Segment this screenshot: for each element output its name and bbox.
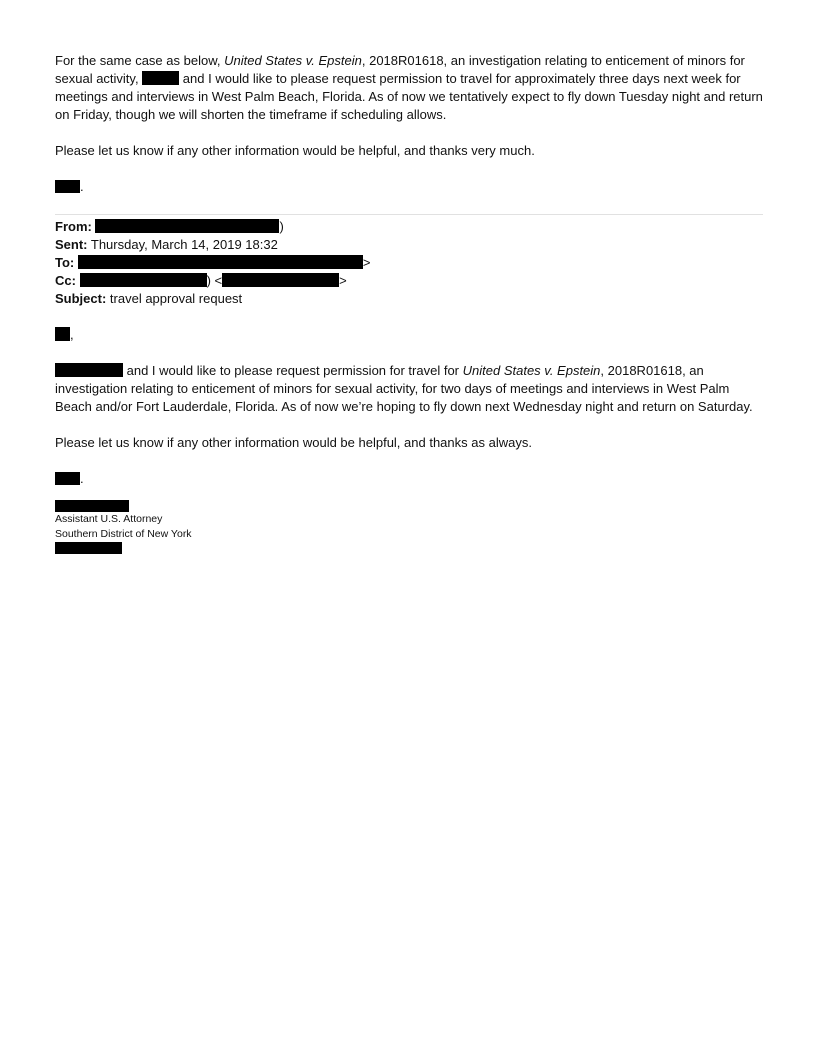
from-label: From: — [55, 219, 92, 234]
redaction-block — [55, 472, 80, 485]
redaction-block — [80, 273, 207, 287]
text-run: , 2018R01618, an investigation relating to enticement of minors for sexual activity, — [55, 53, 745, 86]
redaction-block — [55, 180, 80, 193]
sent-line — [55, 236, 763, 254]
top-email-signoff: . — [55, 178, 763, 196]
to-label: To: — [55, 255, 75, 270]
to-line: To: > — [55, 255, 371, 270]
original-email-paragraph-1 — [55, 362, 763, 416]
cc-label: Cc: — [55, 273, 76, 288]
sent-label: Sent: — [55, 237, 88, 252]
text-run: , 2018R01618, an investigation relating to enticement of minors for sexual activity, for two days of meetings and interviews in West Palm Beach and/or Fort Lauderdale, Florida. As of now we’re hoping to fly down next Wednesday night and return on Saturday. — [55, 363, 753, 414]
signature-block — [55, 500, 763, 554]
case-name: United States v. Epstein — [224, 53, 362, 68]
cc-line: Cc: ) < > — [55, 273, 347, 288]
subject-value: travel approval request — [109, 291, 243, 306]
text-run: For the same case as below, — [55, 53, 225, 68]
subject-label: Subject: — [55, 291, 107, 306]
case-name: United States v. Epstein — [462, 363, 601, 378]
redaction-block — [55, 363, 123, 377]
redaction-block — [95, 219, 279, 233]
redaction-block — [55, 327, 70, 341]
text-run: and I would like to please request permission to travel for approximately three days next week for meetings and interviews in West Palm Beach, Florida. As of now we tentatively expect to fly down Tuesday night and return on Friday, though we will shorten the timeframe if scheduling allows. — [55, 71, 763, 122]
original-email-signoff: . — [55, 470, 763, 488]
text-run: and I would like to please request permission for travel for — [123, 363, 463, 378]
signature-office: Southern District of New York — [55, 528, 192, 540]
top-email-paragraph-1 — [55, 52, 763, 124]
original-email-greeting: , — [55, 326, 763, 344]
redaction-block — [142, 71, 179, 85]
sent-value: Thursday, March 14, 2019 18:32 — [90, 237, 278, 252]
from-line: From: ) — [55, 219, 284, 234]
top-email-paragraph-2: Please let us know if any other information would be helpful, and thanks very much. — [55, 143, 535, 158]
redaction-block — [78, 255, 363, 269]
signature-title: Assistant U.S. Attorney — [55, 513, 163, 525]
email-document — [55, 52, 763, 554]
original-email-paragraph-2: Please let us know if any other information would be helpful, and thanks as always. — [55, 435, 532, 450]
redaction-block — [222, 273, 339, 287]
subject-line — [55, 290, 763, 308]
redaction-block — [55, 542, 122, 554]
redaction-block — [55, 500, 129, 512]
